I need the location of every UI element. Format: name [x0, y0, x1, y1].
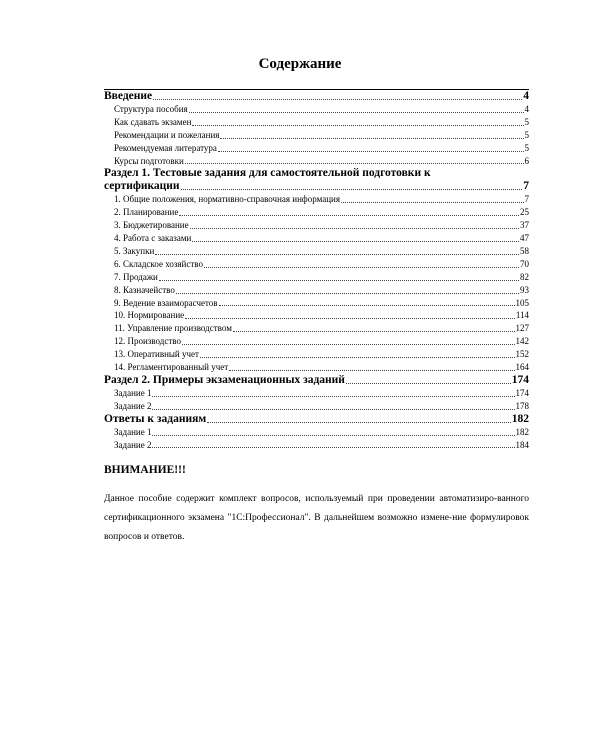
toc-dot-leader: [192, 240, 519, 242]
toc-entry-title: Ответы к заданиям: [104, 412, 207, 425]
warning-heading: ВНИМАНИЕ!!!: [104, 464, 186, 476]
toc-page-number: 5: [524, 129, 529, 140]
toc-section-row[interactable]: [104, 374, 529, 387]
toc-dot-leader: [189, 111, 524, 113]
toc-entry-row[interactable]: [104, 387, 529, 400]
toc-dot-leader: [176, 292, 519, 294]
toc-page-number: 82: [520, 271, 529, 282]
toc-page-number: 4: [524, 104, 529, 114]
toc-entry-row[interactable]: [104, 219, 529, 232]
toc-entry-row[interactable]: [104, 116, 529, 129]
toc-page-number: 127: [515, 323, 529, 334]
toc-entry-title: 7. Продажи: [114, 271, 158, 282]
toc-entry-title: 3. Бюджетирование: [114, 220, 189, 231]
toc-entry-row[interactable]: [104, 129, 529, 142]
toc-entry-row[interactable]: [104, 309, 529, 322]
toc-page-number: 5: [524, 142, 529, 153]
toc-page-number: 182: [511, 412, 529, 425]
toc-dot-leader: [182, 343, 515, 345]
toc-entry-row[interactable]: [104, 193, 529, 206]
toc-dot-leader: [155, 253, 519, 255]
toc-entry-title: 14. Регламентированный учет: [114, 362, 229, 373]
toc-dot-leader: [179, 214, 519, 216]
toc-page-number: 7: [523, 180, 529, 193]
toc-page-number: 37: [520, 220, 529, 231]
toc-entry-row[interactable]: [104, 103, 529, 116]
toc-dot-leader: [152, 446, 514, 448]
toc-entry-title: Задание 2: [114, 400, 152, 411]
toc-entry-title: Задание 1: [114, 426, 152, 437]
toc-entry-title: Структура пособия: [114, 104, 188, 114]
toc-dot-leader: [218, 150, 524, 152]
toc-entry-row[interactable]: [104, 245, 529, 258]
toc-dot-leader: [346, 382, 511, 384]
toc-page-number: 164: [515, 362, 529, 373]
toc-entry-row[interactable]: [104, 348, 529, 361]
toc-section-row[interactable]: [104, 180, 529, 193]
toc-entry-title: 4. Работа с заказами: [114, 233, 192, 244]
toc-entry-title: Задание 2: [114, 439, 152, 450]
toc-page-number: 58: [520, 246, 529, 257]
toc-entry-title: Раздел 2. Примеры экзаменационных заданий: [104, 373, 345, 386]
toc-entry-title: сертификации: [104, 180, 180, 193]
toc-entry-row[interactable]: [104, 400, 529, 413]
toc-section-row[interactable]: [104, 167, 529, 180]
table-of-contents: [104, 89, 529, 451]
toc-dot-leader: [207, 421, 511, 423]
toc-dot-leader: [200, 356, 515, 358]
toc-page-number: 47: [520, 233, 529, 244]
toc-dot-leader: [152, 434, 514, 436]
toc-dot-leader: [219, 304, 515, 306]
toc-entry-row[interactable]: [104, 258, 529, 271]
toc-entry-row[interactable]: [104, 271, 529, 284]
toc-dot-leader: [233, 330, 515, 332]
toc-dot-leader: [185, 162, 524, 164]
toc-dot-leader: [159, 279, 519, 281]
toc-entry-row[interactable]: [104, 155, 529, 168]
toc-entry-title: Как сдавать экзамен: [114, 116, 192, 127]
toc-entry-row[interactable]: [104, 426, 529, 439]
toc-entry-title: 2. Планирование: [114, 207, 179, 218]
toc-dot-leader: [220, 137, 523, 139]
toc-entry-title: Рекомендации и пожелания: [114, 129, 220, 140]
toc-entry-title: 13. Оперативный учет: [114, 349, 199, 360]
toc-entry-title: 10. Нормирование: [114, 310, 185, 321]
toc-page-number: 25: [520, 207, 529, 218]
toc-entry-title: Задание 1: [114, 387, 152, 398]
toc-entry-title: Рекомендуемая литература: [114, 142, 217, 153]
toc-entry-row[interactable]: [104, 206, 529, 219]
toc-dot-leader: [192, 124, 523, 126]
toc-page-number: 70: [520, 258, 529, 269]
toc-page-number: 4: [523, 90, 529, 102]
toc-entry-title: Введение: [104, 90, 153, 102]
warning-text: Данное пособие содержит комплект вопросов, используемый при проведении автоматизиро-ванного сертификационного экзамена "1С:Профессионал". В дальнейшем возможно измене-ние формулировок вопросов и ответов.: [104, 494, 529, 542]
toc-entry-row[interactable]: [104, 335, 529, 348]
toc-dot-leader: [341, 201, 523, 203]
toc-page-number: 174: [515, 387, 529, 398]
toc-entry-title: 1. Общие положения, нормативно-справочная информация: [114, 194, 341, 205]
toc-entry-title: 6. Складское хозяйство: [114, 258, 203, 269]
toc-entry-row[interactable]: [104, 142, 529, 155]
toc-page-number: 114: [515, 310, 529, 321]
toc-section-row[interactable]: [104, 413, 529, 426]
toc-entry-row[interactable]: [104, 284, 529, 297]
toc-section-row[interactable]: [104, 89, 529, 103]
toc-entry-row[interactable]: [104, 297, 529, 310]
toc-entry-row[interactable]: [104, 322, 529, 335]
toc-page-number: 5: [524, 116, 529, 127]
toc-dot-leader: [152, 408, 514, 410]
toc-entry-title: Раздел 1. Тестовые задания для самостоятельной подготовки к: [104, 167, 431, 180]
toc-dot-leader: [185, 317, 515, 319]
toc-entry-title: Курсы подготовки: [114, 155, 184, 166]
toc-page-number: 182: [515, 426, 529, 437]
toc-page-number: 184: [515, 439, 529, 450]
toc-entry-title: 11. Управление производством: [114, 323, 232, 334]
toc-entry-row[interactable]: [104, 232, 529, 245]
toc-page-number: 152: [515, 349, 529, 360]
toc-page-number: 7: [524, 194, 529, 205]
toc-entry-title: 12. Производство: [114, 336, 181, 347]
toc-page-number: 174: [511, 373, 529, 386]
toc-entry-title: 9. Ведение взаиморасчетов: [114, 297, 218, 308]
toc-entry-title: 5. Закупки: [114, 246, 155, 257]
toc-dot-leader: [229, 369, 514, 371]
toc-page-number: 6: [524, 155, 529, 166]
toc-page-number: 105: [515, 297, 529, 308]
toc-entry-row[interactable]: [104, 361, 529, 374]
toc-page-number: 178: [515, 400, 529, 411]
toc-dot-leader: [204, 266, 519, 268]
toc-dot-leader: [152, 395, 514, 397]
toc-entry-title: 8. Казначейство: [114, 284, 175, 295]
toc-page-number: 142: [515, 336, 529, 347]
toc-dot-leader: [190, 227, 519, 229]
page-title: Содержание: [258, 56, 342, 72]
toc-dot-leader: [153, 98, 522, 100]
toc-page-number: 93: [520, 284, 529, 295]
toc-entry-row[interactable]: [104, 439, 529, 452]
toc-dot-leader: [181, 188, 523, 190]
